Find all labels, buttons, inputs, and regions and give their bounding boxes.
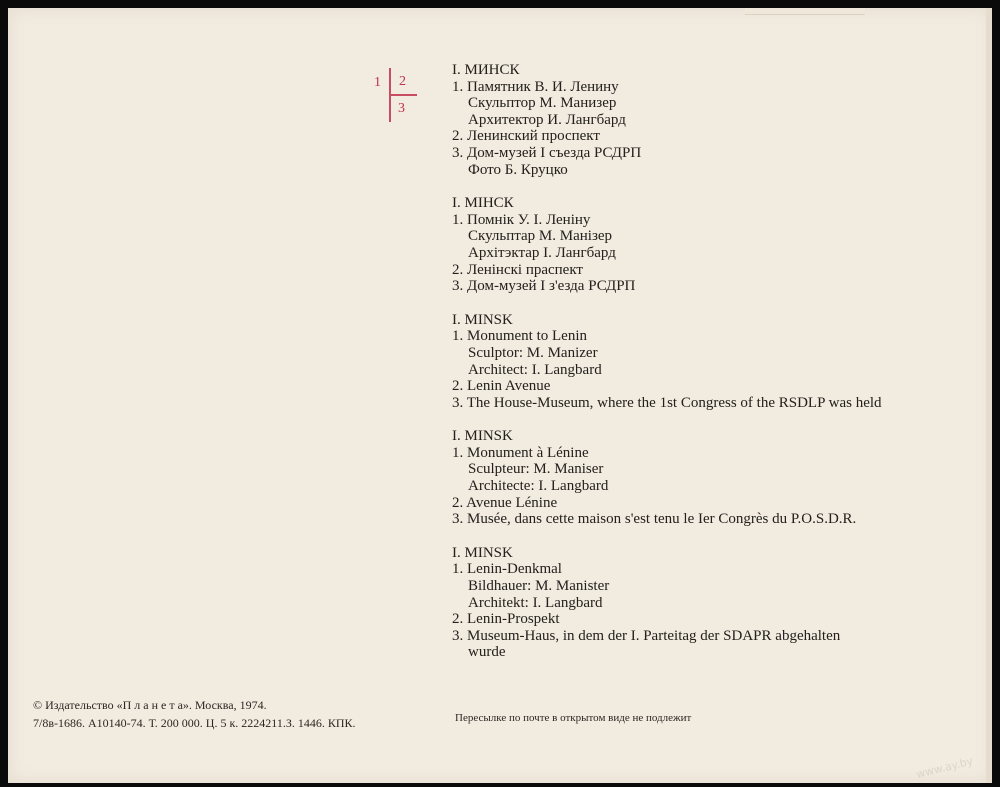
photo-layout-legend bbox=[364, 68, 424, 126]
caption-line: 2. Lenin Avenue bbox=[452, 378, 551, 395]
caption-line: I. MINSK bbox=[452, 544, 513, 561]
caption-line: 2. Ленiнскi праспект bbox=[452, 261, 583, 278]
caption-line: 1. Памятник В. И. Ленину bbox=[452, 78, 619, 95]
caption-block bbox=[452, 428, 972, 528]
caption-line: 3. Museum-Haus, in dem der I. Parteitag der SDAPR abgehalten bbox=[452, 627, 841, 644]
caption-line: 1. Monument to Lenin bbox=[452, 328, 587, 345]
caption-line: Скульптар М. Манiзер bbox=[468, 228, 613, 245]
caption-line: Архитектор И. Лангбард bbox=[468, 111, 626, 128]
caption-line: I. МIНСК bbox=[452, 195, 514, 212]
caption-line: I. MINSK bbox=[452, 311, 513, 328]
caption-line: Архiтэктар I. Лангбард bbox=[468, 244, 616, 261]
caption-line: Скульптор М. Манизер bbox=[468, 95, 617, 112]
publisher-line: © Издательство «П л а н е т а». Москва, 1974. bbox=[33, 698, 267, 712]
caption-line: 3. The House-Museum, where the 1st Congress of the RSDLP was held bbox=[452, 394, 882, 411]
caption-line: Architect: I. Langbard bbox=[468, 361, 602, 378]
card-edge bbox=[986, 8, 992, 783]
caption-line: Sculpteur: M. Maniser bbox=[468, 461, 604, 478]
legend-number-2: 2 bbox=[399, 74, 406, 89]
caption-line: Architekt: I. Langbard bbox=[468, 594, 603, 611]
caption-blocks bbox=[452, 62, 972, 678]
caption-block bbox=[452, 312, 972, 412]
caption-line: Bildhauer: M. Manister bbox=[468, 578, 610, 595]
caption-block bbox=[452, 62, 972, 178]
caption-line: Фото Б. Круцко bbox=[468, 161, 568, 178]
publisher-info bbox=[33, 696, 356, 732]
caption-line: I. МИНСК bbox=[452, 62, 520, 78]
card-top-notch bbox=[745, 8, 865, 15]
caption-line: Architecte: I. Langbard bbox=[468, 478, 609, 495]
print-codes-line: 7/8в-1686. А10140-74. Т. 200 000. Ц. 5 к. 2224211.З. 1446. КПК. bbox=[33, 716, 356, 730]
caption-block bbox=[452, 545, 972, 661]
caption-block bbox=[452, 195, 972, 295]
caption-line: wurde bbox=[468, 644, 506, 661]
caption-line: 1. Помнiк У. I. Ленiну bbox=[452, 211, 591, 228]
caption-line: I. MINSK bbox=[452, 428, 513, 445]
site-watermark: www.ay.by bbox=[914, 754, 975, 781]
caption-line: 3. Дом-музей I съезда РСДРП bbox=[452, 144, 642, 161]
legend-number-1: 1 bbox=[374, 75, 381, 90]
caption-line: 3. Дом-музей I з'езда РСДРП bbox=[452, 278, 636, 295]
caption-line: 2. Ленинский проспект bbox=[452, 128, 600, 145]
caption-line: 1. Lenin-Denkmal bbox=[452, 561, 562, 578]
postal-note: Пересылке по почте в открытом виде не подлежит bbox=[455, 712, 692, 724]
legend-horizontal-divider bbox=[389, 94, 417, 96]
legend-number-3: 3 bbox=[398, 101, 405, 116]
caption-line: 2. Avenue Lénine bbox=[452, 494, 558, 511]
caption-line: 1. Monument à Lénine bbox=[452, 444, 589, 461]
caption-line: 3. Musée, dans cette maison s'est tenu le Ier Congrès du P.O.S.D.R. bbox=[452, 511, 857, 528]
caption-line: 2. Lenin-Prospekt bbox=[452, 611, 560, 628]
caption-line: Sculptor: M. Manizer bbox=[468, 344, 598, 361]
